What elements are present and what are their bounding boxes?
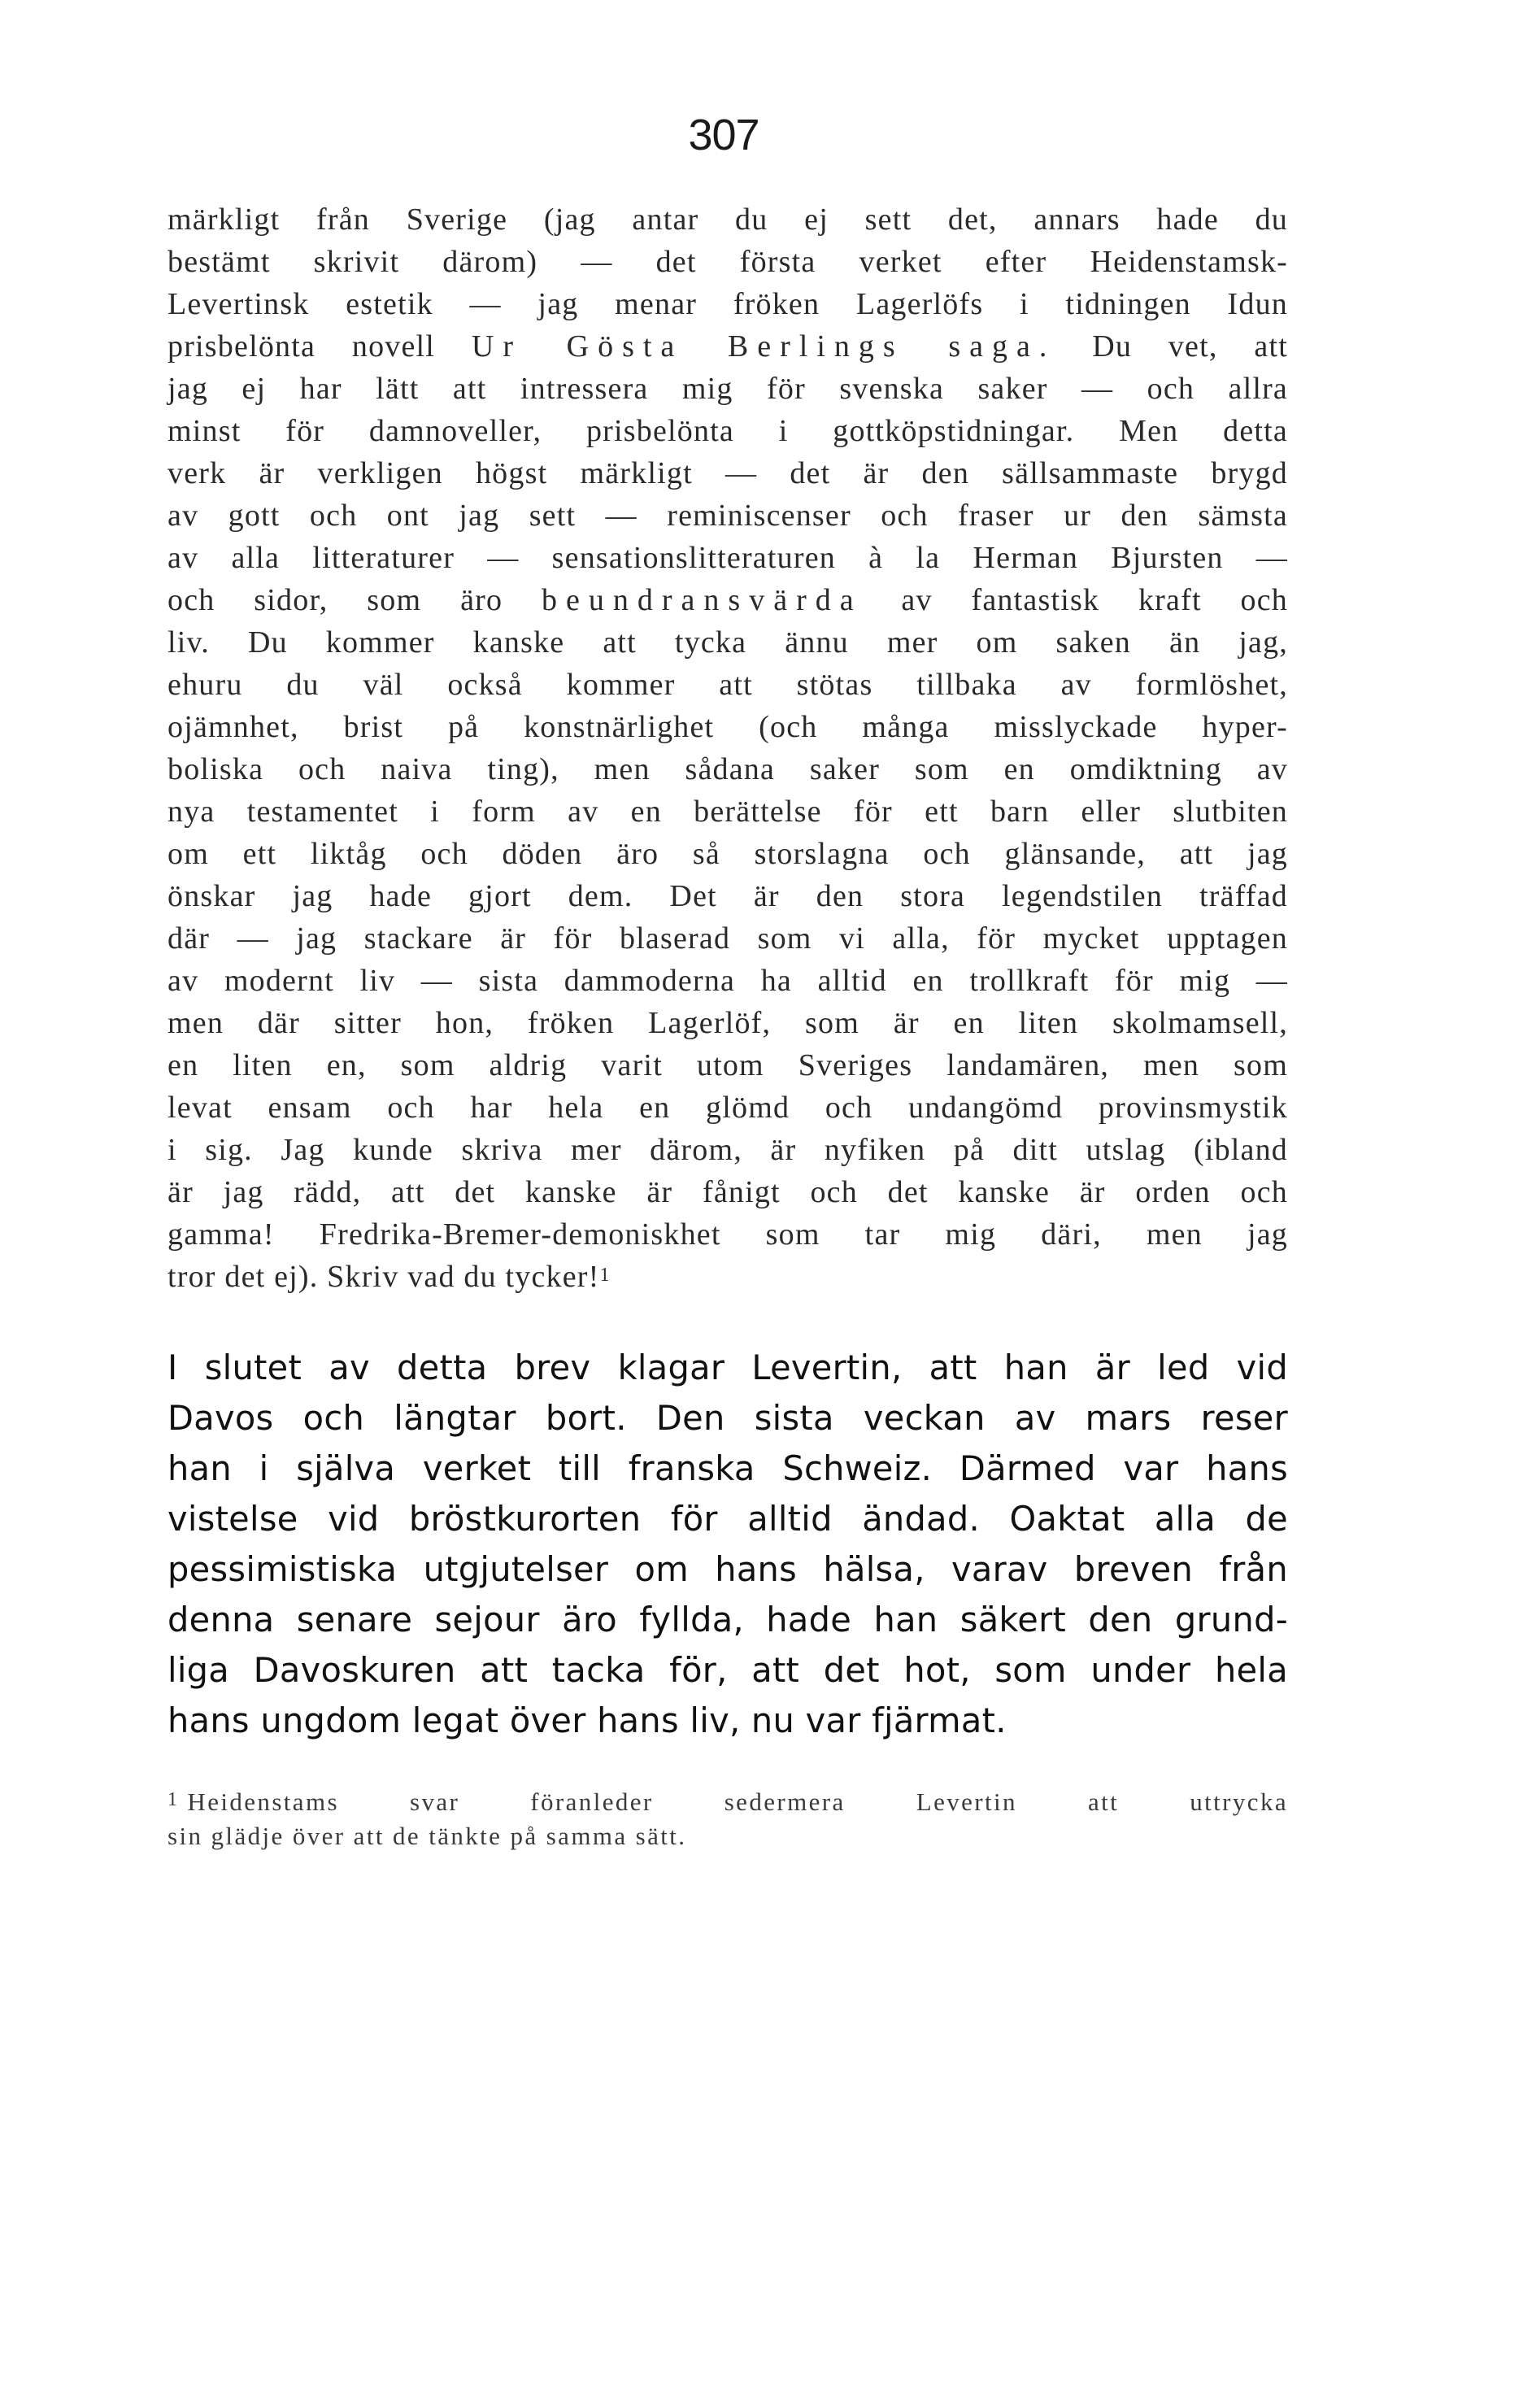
quote-line: om ett liktåg och döden äro så storslagna och glänsande, att jag: [168, 837, 1288, 871]
quote-line: [168, 1256, 1288, 1298]
footnote-line: sin glädje över att de tänkte på samma sätt.: [168, 1822, 687, 1850]
quote-text: och sidor, som äro: [168, 583, 503, 617]
quote-line: en liten en, som aldrig varit utom Sveriges landamären, men som: [168, 1048, 1288, 1082]
footnote-number: 1: [168, 1789, 180, 1810]
emphasis-spaced: beundransvärda: [542, 583, 863, 617]
quote-line: av modernt liv — sista dammoderna ha alltid en trollkraft för mig —: [168, 964, 1288, 998]
page-number: 307: [688, 111, 759, 159]
quote-line: jag ej har lätt att intressera mig för svenska saker — och allra: [168, 372, 1288, 406]
footnote-text: Heidenstams svar föranleder sedermera Levertin att uttrycka: [187, 1787, 1288, 1816]
quote-line: boliska och naiva ting), men sådana saker som en omdiktning av: [168, 752, 1288, 786]
quote-line: ehuru du väl också kommer att stötas tillbaka av formlöshet,: [168, 668, 1288, 702]
quote-text: tror det ej). Skriv vad du tycker!: [168, 1260, 600, 1294]
quote-line: men där sitter hon, fröken Lagerlöf, som är en liten skolmamsell,: [168, 1006, 1288, 1040]
quote-line: i sig. Jag kunde skriva mer därom, är nyfiken på ditt utslag (ibland: [168, 1133, 1288, 1167]
quote-line: är jag rädd, att det kanske är fånigt och det kanske är orden och: [168, 1175, 1288, 1209]
quote-line: minst för damnoveller, prisbelönta i gottköpstidningar. Men detta: [168, 414, 1288, 448]
body-line: han i själva verket till franska Schweiz. Därmed var hans: [168, 1448, 1288, 1488]
quote-line: [168, 325, 1288, 368]
quote-line: nya testamentet i form av en berättelse för ett barn eller slutbiten: [168, 795, 1288, 829]
quote-text: av fantastisk kraft och: [901, 583, 1289, 617]
quote-line: levat ensam och har hela en glömd och undangömd provinsmystik: [168, 1091, 1288, 1125]
quote-line: önskar jag hade gjort dem. Det är den stora legendstilen träffad: [168, 879, 1288, 913]
quote-line: av alla litteraturer — sensationslitteraturen à la Herman Bjursten —: [168, 541, 1288, 575]
quote-line: verk är verkligen högst märkligt — det är den sällsammaste brygd: [168, 456, 1288, 490]
footnote-reference: 1: [599, 1265, 611, 1286]
body-line: vistelse vid bröstkurorten för alltid ändad. Oaktat alla de: [168, 1499, 1288, 1539]
body-line: liga Davoskuren att tacka för, att det hot, som under hela: [168, 1650, 1288, 1690]
body-line: I slutet av detta brev klagar Levertin, att han är led vid: [168, 1348, 1288, 1387]
quote-line: Levertinsk estetik — jag menar fröken Lagerlöfs i tidningen Idun: [168, 287, 1288, 321]
quote-line: [168, 579, 1288, 621]
body-line: Davos och längtar bort. Den sista veckan av mars reser: [168, 1398, 1288, 1438]
quote-line: liv. Du kommer kanske att tycka ännu mer om saken än jag,: [168, 625, 1288, 660]
quote-line: av gott och ont jag sett — reminiscenser och fraser ur den sämsta: [168, 499, 1288, 533]
footnote-line: [168, 1786, 1288, 1818]
quote-line: bestämt skrivit därom) — det första verket efter Heidenstamsk-: [168, 245, 1288, 279]
quote-line: gamma! Fredrika-Bremer-demoniskhet som tar mig däri, men jag: [168, 1217, 1288, 1252]
book-title-spaced: Ur Gösta Berlings saga.: [471, 329, 1056, 364]
quote-text: Du vet, att: [1092, 329, 1288, 364]
quote-text: prisbelönta novell: [168, 329, 436, 364]
body-line: pessimistiska utgjutelser om hans hälsa, varav breven från: [168, 1549, 1288, 1589]
quote-line: märkligt från Sverige (jag antar du ej sett det, annars hade du: [168, 202, 1288, 237]
body-line: hans ungdom legat över hans liv, nu var fjärmat.: [168, 1700, 1007, 1740]
quote-line: ojämnhet, brist på konstnärlighet (och många misslyckade hyper-: [168, 710, 1288, 744]
body-line: denna senare sejour äro fyllda, hade han säkert den grund-: [168, 1600, 1288, 1639]
quote-line: där — jag stackare är för blaserad som vi alla, för mycket upptagen: [168, 921, 1288, 956]
